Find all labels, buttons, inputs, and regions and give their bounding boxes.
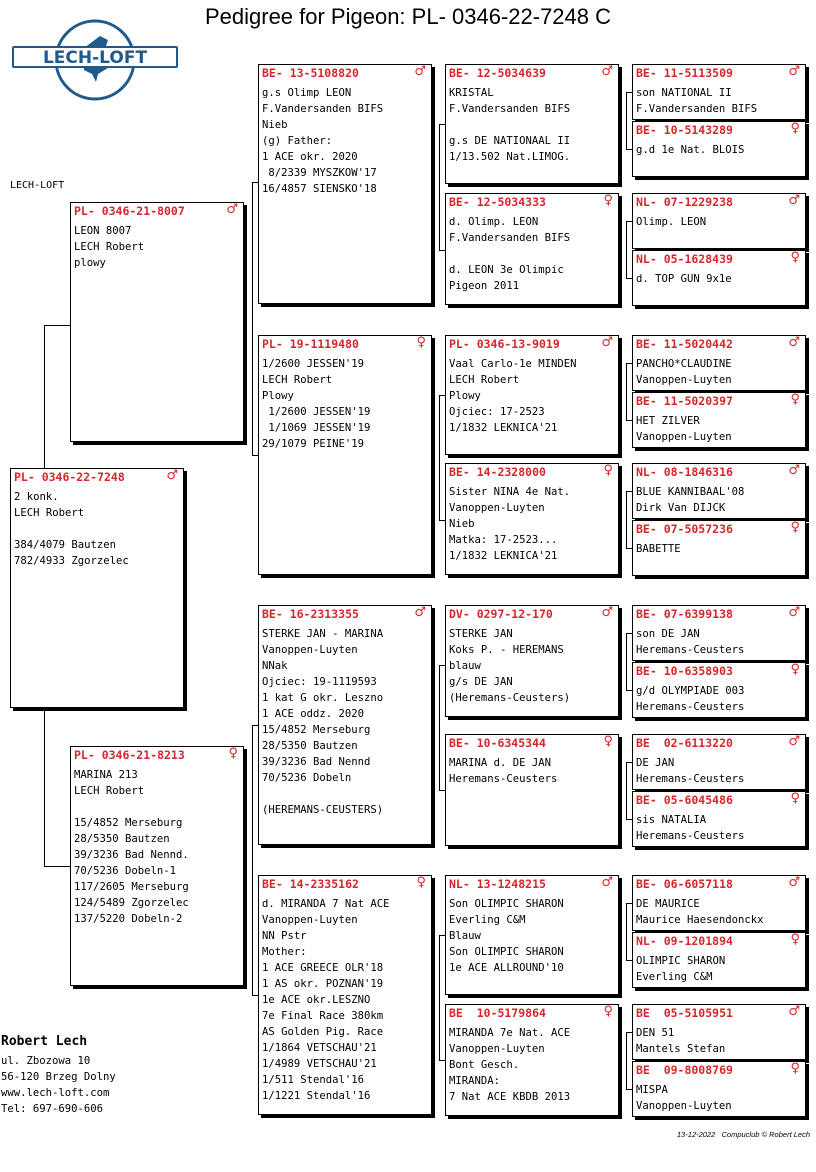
pedigree-card-dd bbox=[258, 875, 432, 1115]
pedigree-card-sd bbox=[258, 335, 432, 575]
pigeon-details: d. MIRANDA 7 Nat ACE Vanoppen-Luyten NN Pstr Mother: 1 ACE GREECE OLR'18 1 AS okr. POZNAN'19 1e ACE okr.LESZNO 7e Final Race 380km AS Golden Pig. Race 1/1864 VETSCHAU'21 1/4989 VETSCHAU'21 1/511 Stendal'16 1/1221 Stendal'16 bbox=[262, 898, 390, 1102]
owner-address-line: 56-120 Brzeg Dolny bbox=[1, 1071, 116, 1083]
pedigree-card-g6 bbox=[632, 392, 806, 448]
pigeon-details: d. TOP GUN 9x1e bbox=[636, 273, 732, 285]
ring-number: BE- 12-5034639 bbox=[449, 66, 546, 80]
pigeon-details: 2 konk. LECH Robert 384/4079 Bautzen 782/4933 Zgorzelec bbox=[14, 491, 129, 567]
connector-line bbox=[44, 866, 70, 867]
pigeon-details: LEON 8007 LECH Robert plowy bbox=[74, 225, 145, 269]
female-icon: ♀ bbox=[228, 746, 238, 761]
female-icon: ♀ bbox=[416, 875, 426, 890]
ring-number: BE- 10-6345344 bbox=[449, 736, 546, 750]
pedigree-card-g1 bbox=[632, 64, 806, 120]
male-icon: ♂ bbox=[788, 875, 800, 890]
connector-line bbox=[626, 903, 627, 960]
pedigree-card-ssd bbox=[445, 193, 619, 305]
connector-line bbox=[626, 363, 627, 420]
pigeon-details: BABETTE bbox=[636, 543, 681, 555]
logo-text: LECH-LOFT bbox=[42, 48, 148, 68]
ring-number: NL- 09-1201894 bbox=[636, 934, 733, 948]
male-icon: ♂ bbox=[601, 875, 613, 890]
pigeon-details: Sister NINA 4e Nat. Vanoppen-Luyten Nieb Matka: 17-2523... 1/1832 LEKNICA'21 bbox=[449, 486, 571, 562]
pigeon-details: BLUE KANNIBAAL'08 Dirk Van DIJCK bbox=[636, 486, 745, 514]
pedigree-card-g13 bbox=[632, 875, 806, 931]
pigeon-details: KRISTAL F.Vandersanden BIFS g.s DE NATIONAAL II 1/13.502 Nat.LIMOG. bbox=[449, 87, 571, 163]
male-icon: ♂ bbox=[788, 64, 800, 79]
pedigree-card-subject bbox=[10, 468, 184, 708]
pedigree-card-g16 bbox=[632, 1061, 806, 1117]
male-icon: ♂ bbox=[414, 64, 426, 79]
female-icon: ♀ bbox=[603, 1004, 613, 1019]
ring-number: PL- 0346-21-8007 bbox=[74, 204, 185, 218]
pedigree-card-dds bbox=[445, 875, 619, 995]
owner-block bbox=[1, 1034, 116, 1117]
pedigree-card-g12 bbox=[632, 791, 806, 847]
footer-credit: 13-12-2022 Compuclub © Robert Lech bbox=[676, 1130, 810, 1139]
female-icon: ♀ bbox=[790, 520, 800, 535]
ring-number: BE- 12-5034333 bbox=[449, 195, 546, 209]
pedigree-card-sds bbox=[445, 335, 619, 455]
pedigree-card-sss bbox=[445, 64, 619, 184]
connector-line bbox=[626, 633, 627, 690]
female-icon: ♀ bbox=[790, 392, 800, 407]
pedigree-card-g9 bbox=[632, 605, 806, 661]
pigeon-details: g/d OLYMPIADE 003 Heremans-Ceusters bbox=[636, 685, 745, 713]
ring-number: NL- 08-1846316 bbox=[636, 465, 733, 479]
ring-number: NL- 13-1248215 bbox=[449, 877, 546, 891]
pedigree-card-g15 bbox=[632, 1004, 806, 1060]
pigeon-details: Vaal Carlo-1e MINDEN LECH Robert Plowy Ojciec: 17-2523 1/1832 LEKNICA'21 bbox=[449, 358, 577, 434]
female-icon: ♀ bbox=[603, 193, 613, 208]
connector-line bbox=[626, 491, 627, 548]
pigeon-details: Olimp. LEON bbox=[636, 216, 707, 228]
pigeon-details: MARINA d. DE JAN Heremans-Ceusters bbox=[449, 757, 558, 785]
ring-number: BE- 11-5113509 bbox=[636, 66, 733, 80]
pigeon-details: 1/2600 JESSEN'19 LECH Robert Plowy 1/2600 JESSEN'19 1/1069 JESSEN'19 29/1079 PEINE'19 bbox=[262, 358, 371, 450]
ring-number: BE- 10-6358903 bbox=[636, 664, 733, 678]
pigeon-details: g.s Olimp LEON F.Vandersanden BIFS Nieb (g) Father: 1 ACE okr. 2020 8/2339 MYSZKOW'17 16/4857 SIENSKO'18 bbox=[262, 87, 384, 195]
connector-line bbox=[439, 124, 440, 250]
female-icon: ♀ bbox=[790, 791, 800, 806]
connector-line bbox=[252, 725, 253, 995]
pedigree-card-ss bbox=[258, 64, 432, 304]
male-icon: ♂ bbox=[788, 335, 800, 350]
pigeon-details: son NATIONAL II F.Vandersanden BIFS bbox=[636, 87, 758, 115]
connector-line bbox=[44, 325, 70, 326]
female-icon: ♀ bbox=[603, 734, 613, 749]
male-icon: ♂ bbox=[166, 468, 178, 483]
male-icon: ♂ bbox=[788, 605, 800, 620]
connector-line bbox=[252, 182, 253, 455]
pigeon-details: MARINA 213 LECH Robert 15/4852 Merseburg 28/5350 Bautzen 39/3236 Bad Nennd. 70/5236 Dobeln-1 117/2605 Merseburg 124/5489 Zgorzelec 137/5220 Dobeln-2 bbox=[74, 769, 189, 925]
pigeon-details: d. Olimp. LEON F.Vandersanden BIFS d. LEON 3e Olimpic Pigeon 2011 bbox=[449, 216, 571, 292]
pigeon-details: DE JAN Heremans-Ceusters bbox=[636, 757, 745, 785]
male-icon: ♂ bbox=[601, 64, 613, 79]
male-icon: ♂ bbox=[788, 193, 800, 208]
owner-phone: Tel: 697-690-606 bbox=[1, 1103, 104, 1115]
ring-number: BE 05-5105951 bbox=[636, 1006, 733, 1020]
pigeon-details: STERKE JAN Koks P. - HEREMANS blauw g/s DE JAN (Heremans-Ceusters) bbox=[449, 628, 571, 704]
ring-number: PL- 0346-22-7248 bbox=[14, 470, 125, 484]
ring-number: BE- 05-6045486 bbox=[636, 793, 733, 807]
female-icon: ♀ bbox=[790, 662, 800, 677]
owner-website: www.lech-loft.com bbox=[1, 1087, 110, 1099]
ring-number: BE- 06-6057118 bbox=[636, 877, 733, 891]
connector-line bbox=[626, 92, 627, 149]
male-icon: ♂ bbox=[226, 202, 238, 217]
pedigree-card-g2 bbox=[632, 121, 806, 177]
pedigree-card-g10 bbox=[632, 662, 806, 718]
pedigree-card-g7 bbox=[632, 463, 806, 519]
ring-number: BE- 13-5108820 bbox=[262, 66, 359, 80]
pedigree-card-g14 bbox=[632, 932, 806, 988]
pigeon-details: DE MAURICE Maurice Haesendonckx bbox=[636, 898, 764, 926]
lech-loft-logo bbox=[12, 18, 178, 104]
connector-line bbox=[439, 395, 440, 520]
pigeon-details: MISPA Vanoppen-Luyten bbox=[636, 1084, 732, 1112]
connector-line bbox=[439, 935, 440, 1060]
page-title: Pedigree for Pigeon: PL- 0346-22-7248 C bbox=[204, 4, 612, 29]
pedigree-card-ds bbox=[258, 605, 432, 845]
ring-number: DV- 0297-12-170 bbox=[449, 607, 553, 621]
ring-number: PL- 0346-13-9019 bbox=[449, 337, 560, 351]
female-icon: ♀ bbox=[790, 1061, 800, 1076]
male-icon: ♂ bbox=[788, 463, 800, 478]
connector-line bbox=[626, 762, 627, 819]
pedigree-card-sdd bbox=[445, 463, 619, 575]
pedigree-card-sire bbox=[70, 202, 244, 442]
pigeon-details: g.d 1e Nat. BLOIS bbox=[636, 144, 745, 156]
male-icon: ♂ bbox=[601, 335, 613, 350]
ring-number: NL- 07-1229238 bbox=[636, 195, 733, 209]
male-icon: ♂ bbox=[788, 734, 800, 749]
ring-number: BE- 07-5057236 bbox=[636, 522, 733, 536]
ring-number: BE- 14-2335162 bbox=[262, 877, 359, 891]
owner-address-line: ul. Zbozowa 10 bbox=[1, 1055, 91, 1067]
ring-number: BE- 16-2313355 bbox=[262, 607, 359, 621]
ring-number: BE- 10-5143289 bbox=[636, 123, 733, 137]
pigeon-details: OLIMPIC SHARON Everling C&M bbox=[636, 955, 726, 983]
female-icon: ♀ bbox=[790, 121, 800, 136]
pedigree-card-dsd bbox=[445, 734, 619, 846]
connector-line bbox=[439, 665, 440, 790]
pigeon-details: PANCHO*CLAUDINE Vanoppen-Luyten bbox=[636, 358, 732, 386]
male-icon: ♂ bbox=[601, 605, 613, 620]
pigeon-details: sis NATALIA Heremans-Ceusters bbox=[636, 814, 745, 842]
ring-number: BE 10-5179864 bbox=[449, 1006, 546, 1020]
loft-label: LECH-LOFT bbox=[10, 180, 65, 191]
connector-line bbox=[626, 1032, 627, 1089]
pedigree-card-ddd bbox=[445, 1004, 619, 1116]
owner-name: Robert Lech bbox=[1, 1034, 88, 1049]
female-icon: ♀ bbox=[416, 335, 426, 350]
ring-number: BE- 14-2328000 bbox=[449, 465, 546, 479]
ring-number: BE- 11-5020397 bbox=[636, 394, 733, 408]
female-icon: ♀ bbox=[603, 463, 613, 478]
ring-number: NL- 05-1628439 bbox=[636, 252, 733, 266]
pigeon-details: STERKE JAN - MARINA Vanoppen-Luyten NNak Ojciec: 19-1119593 1 kat G okr. Leszno 1 ACE oddz. 2020 15/4852 Merseburg 28/5350 Bautzen 39/3236 Bad Nennd 70/5236 Dobeln (HEREMANS-CEUSTERS) bbox=[262, 628, 384, 816]
male-icon: ♂ bbox=[414, 605, 426, 620]
ring-number: PL- 0346-21-8213 bbox=[74, 748, 185, 762]
pedigree-card-g4 bbox=[632, 250, 806, 306]
pedigree-card-g3 bbox=[632, 193, 806, 249]
ring-number: BE 02-6113220 bbox=[636, 736, 733, 750]
pedigree-card-dss bbox=[445, 605, 619, 717]
pedigree-card-dam bbox=[70, 746, 244, 986]
pigeon-details: MIRANDA 7e Nat. ACE Vanoppen-Luyten Bont Gesch. MIRANDA: 7 Nat ACE KBDB 2013 bbox=[449, 1027, 571, 1103]
ring-number: BE- 11-5020442 bbox=[636, 337, 733, 351]
female-icon: ♀ bbox=[790, 932, 800, 947]
male-icon: ♂ bbox=[788, 1004, 800, 1019]
pedigree-card-g11 bbox=[632, 734, 806, 790]
ring-number: BE- 07-6399138 bbox=[636, 607, 733, 621]
pedigree-card-g8 bbox=[632, 520, 806, 576]
pigeon-details: HET ZILVER Vanoppen-Luyten bbox=[636, 415, 732, 443]
ring-number: PL- 19-1119480 bbox=[262, 337, 359, 351]
female-icon: ♀ bbox=[790, 250, 800, 265]
pigeon-details: son DE JAN Heremans-Ceusters bbox=[636, 628, 745, 656]
pedigree-card-g5 bbox=[632, 335, 806, 391]
pigeon-details: Son OLIMPIC SHARON Everling C&M Blauw Son OLIMPIC SHARON 1e ACE ALLROUND'10 bbox=[449, 898, 564, 974]
connector-line bbox=[626, 221, 627, 278]
ring-number: BE 09-8008769 bbox=[636, 1063, 733, 1077]
pigeon-details: DEN 51 Mantels Stefan bbox=[636, 1027, 726, 1055]
